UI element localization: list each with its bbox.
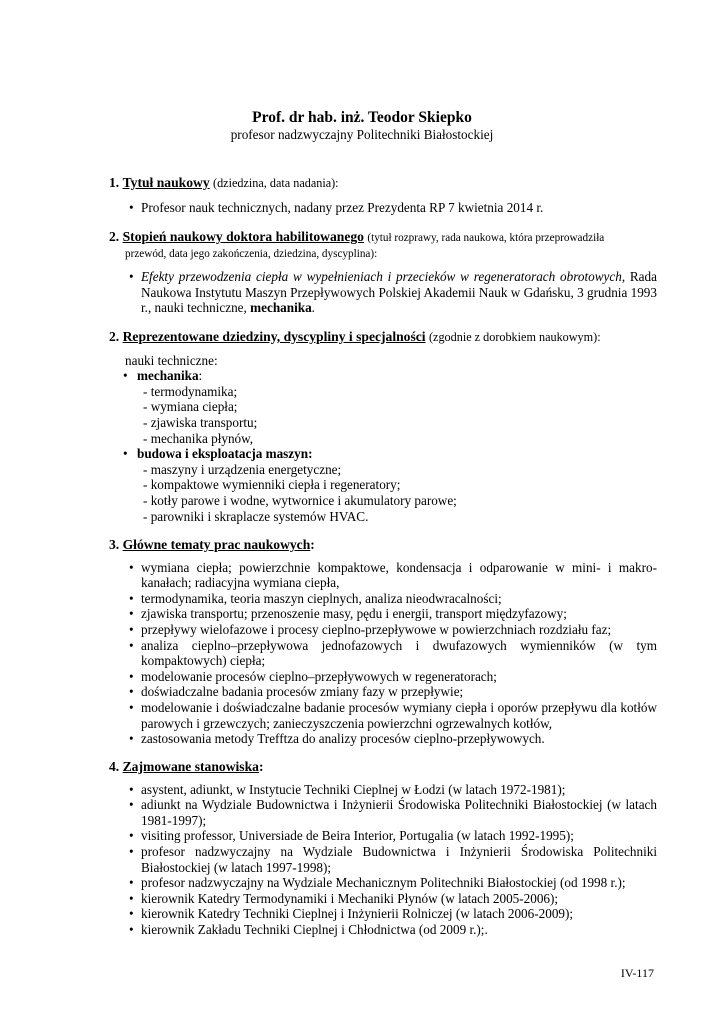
page-number: IV-117 [620,966,654,980]
page-title: Prof. dr hab. inż. Teodor Skiepko [252,109,472,126]
section-number: 1. [109,175,120,190]
specialty-item: - kompaktowe wymienniki ciepła i regeneratory; [143,477,401,493]
discipline-group [109,446,657,462]
section-note: (zgodnie z dorobkiem naukowym): [428,330,601,344]
list-item: • modelowanie i doświadczalne badanie procesów wymiany ciepła i oporów przepływu dla kotłów parowych i grzewczych; zanieczyszczenia powierzchni ogrzewalnych kotłów, [109,700,657,731]
discipline-group: • mechanika: [109,368,657,384]
section-heading: 4. Zajmowane stanowiska: [109,759,264,774]
list-item: • zastosowania metody Trefftza do analizy procesów cieplno-przepływowych. [109,731,657,747]
list-item: • profesor nadzwyczajny na Wydziale Budownictwa i Inżynierii Środowiska Politechniki Białostockiej (w latach 1997-1998); [109,844,657,875]
section-title: Zajmowane stanowiska [122,759,259,774]
dissertation-discipline: mechanika [250,300,312,316]
section-number: 4. [109,759,120,774]
discipline-label: budowa i eksploatacja maszyn: [137,446,313,462]
list-item: • zjawiska transportu; przenoszenie masy, pędu i energii, transport międzyfazowy; [109,606,657,622]
dissertation-end: . [311,300,315,316]
specialty-item: - parowniki i skraplacze systemów HVAC. [143,508,369,524]
section-number: 3. [109,537,120,552]
list-item: • modelowanie procesów cieplno–przepływowych w regeneratorach; [109,669,657,685]
section-disciplines [109,329,657,524]
section-number: 2. [109,229,120,244]
list-item: • przepływy wielofazowe i procesy cieplno-przepływowe w powierzchniach rozdziału faz; [109,622,657,638]
section-habilitation [109,229,657,316]
list-item: • kierownik Katedry Termodynamiki i Mechaniki Płynów (w latach 2005-2006); [109,891,657,907]
section-note-line1: (tytuł rozprawy, rada naukowa, która przeprowadziła [367,232,605,244]
section-heading [109,175,657,192]
specialty-item: - kotły parowe i wodne, wytwornice i akumulatory parowe; [143,492,457,508]
section-research-topics [109,537,657,747]
list-item: • asystent, adiunkt, w Instytucie Techniki Cieplnej w Łodzi (w latach 1972-1981); [109,782,657,798]
specialty-item: - termodynamika; [143,383,238,399]
section-title: Stopień naukowy doktora habilitowanego [122,229,364,244]
section-heading [109,229,657,247]
section-note: (dziedzina, data nadania): [213,176,339,190]
list-item: • wymiana ciepła; powierzchnie kompaktowe, kondensacja i odparowanie w mini- i makro-kanałach; radiacyjna wymiana ciepła, [109,560,657,591]
section-positions [109,759,657,938]
specialty-item: - mechanika płynów, [143,430,254,446]
list-item: • analiza cieplno–przepływowa jednofazowych i dwufazowych wymienników (w tym kompaktowych) ciepła; [109,638,657,669]
positions-list [109,782,657,938]
list-item: • Profesor nauk technicznych, nadany przez Prezydenta RP 7 kwietnia 2014 r. [109,200,657,216]
specialty-item: - wymiana ciepła; [143,399,238,415]
list-item: • visiting professor, Universiade de Beira Interior, Portugalia (w latach 1992-1995); [109,828,657,844]
list-item: • termodynamika, teoria maszyn cieplnych, analiza nieodwracalności; [109,591,657,607]
section-title: Główne tematy prac naukowych [122,537,311,552]
disciplines-intro: nauki techniczne: [125,352,218,368]
discipline-groups [109,368,657,384]
discipline-label: mechanika [137,368,199,384]
section-academic-title [109,175,657,215]
page-subtitle: profesor nadzwyczajny Politechniki Białostockiej [230,127,494,142]
section-heading: 3. Główne tematy prac naukowych: [109,537,315,552]
specialty-item: - maszyny i urządzenia energetyczne; [143,461,342,477]
list-item: • profesor nadzwyczajny na Wydziale Mechanicznym Politechniki Białostockiej (od 1998 r.); [109,875,657,891]
section-heading [109,329,657,346]
list-item [109,269,657,316]
dissertation-title: Efekty przewodzenia ciepła w wypełnieniach i przecieków w regeneratorach obrotowych [141,269,622,285]
list-item: • doświadczalne badania procesów zmiany fazy w przepływie; [109,684,657,700]
section-title: Reprezentowane dziedziny, dyscypliny i specjalności [122,329,426,344]
section-list [109,269,657,316]
list-item: • kierownik Zakładu Techniki Cieplnej i Chłodnictwa (od 2009 r.);. [109,922,657,938]
section-title: Tytuł naukowy [122,175,210,190]
discipline-groups [109,446,657,462]
specialty-item: - zjawiska transportu; [143,414,258,430]
dissertation-details: , Rada Naukowa Instytutu Maszyn Przepływowych Polskiej Akademii Nauk w Gdańsku, 3 grudnia 1993 r., nauki techniczne, [141,269,657,316]
section-list [109,200,657,216]
list-item: • kierownik Katedry Techniki Cieplnej i Inżynierii Rolniczej (w latach 2006-2009); [109,906,657,922]
section-note-line2: przewód, data jego zakończenia, dziedzina, dyscyplina): [125,247,378,260]
section-number: 2. [109,329,120,344]
list-item: • adiunkt na Wydziale Budownictwa i Inżynierii Środowiska Politechniki Białostockiej (w latach 1981-1997); [109,797,657,828]
topics-list [109,560,657,747]
